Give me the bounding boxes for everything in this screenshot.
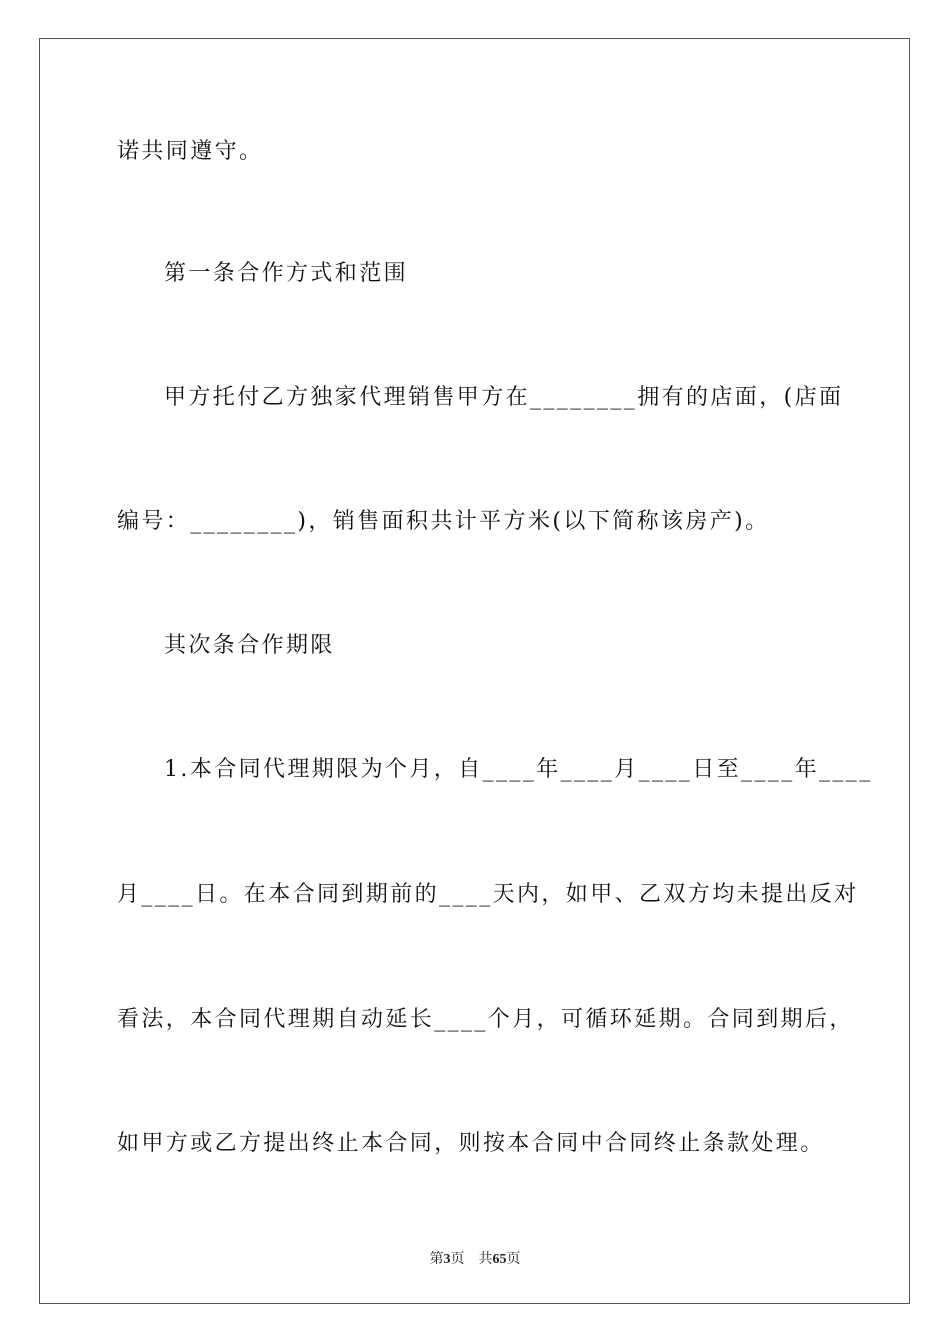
footer-total-prefix: 共 — [478, 1252, 493, 1267]
paragraph-line-4: 1.本合同代理期限为个月，自____年____月____日至____年____ — [164, 757, 873, 782]
footer-page-prefix: 第 — [429, 1252, 444, 1267]
footer-total-pages: 65 — [492, 1252, 507, 1267]
paragraph-line-7: 如甲方或乙方提出终止本合同，则按本合同中合同终止条款处理。 — [117, 1131, 825, 1156]
footer-page-number: 3 — [443, 1252, 451, 1267]
paragraph-line-1: 诺共同遵守。 — [117, 139, 264, 164]
footer-page-suffix: 页 — [450, 1252, 465, 1267]
page-footer — [0, 1248, 950, 1268]
paragraph-line-5: 月____日。在本合同到期前的____天内，如甲、乙双方均未提出反对 — [117, 882, 859, 907]
footer-total-suffix: 页 — [506, 1252, 521, 1267]
section-heading-1: 第一条合作方式和范围 — [164, 261, 409, 286]
section-heading-2: 其次条合作期限 — [164, 633, 335, 658]
paragraph-line-6: 看法，本合同代理期自动延长____个月，可循环延期。合同到期后， — [117, 1007, 854, 1032]
paragraph-line-2: 甲方托付乙方独家代理销售甲方在________拥有的店面，(店面 — [164, 385, 844, 410]
paragraph-line-3: 编号：________)，销售面积共计平方米(以下简称该房产)。 — [117, 509, 770, 534]
page-border — [39, 38, 910, 1304]
